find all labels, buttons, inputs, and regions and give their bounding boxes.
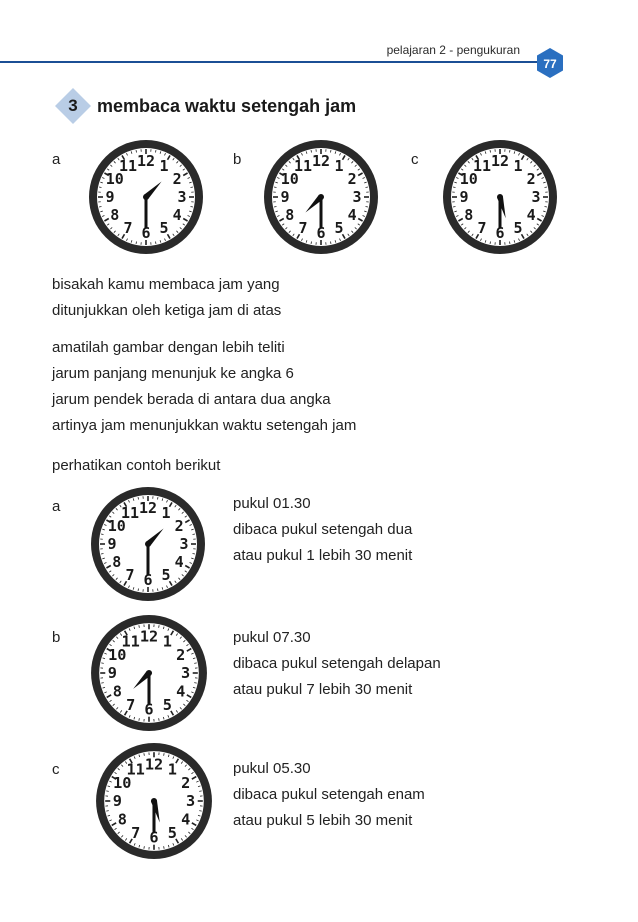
clock-numeral: 12 bbox=[311, 152, 331, 170]
clock-center bbox=[151, 798, 157, 804]
clock-numeral: 7 bbox=[477, 219, 487, 238]
clock-tick bbox=[509, 242, 510, 244]
clock-tick bbox=[101, 663, 103, 664]
clock-numeral: 3 bbox=[531, 188, 541, 206]
clock-tick bbox=[139, 718, 140, 720]
example-label-a: a bbox=[52, 498, 61, 515]
clock-tick bbox=[157, 589, 158, 591]
clock-numeral: 3 bbox=[181, 664, 191, 683]
example-description-b bbox=[233, 625, 441, 703]
clock-center bbox=[143, 194, 149, 200]
clock-numeral: 1 bbox=[161, 503, 171, 522]
clock-numeral: 2 bbox=[526, 170, 536, 188]
clock-numeral: 2 bbox=[172, 170, 182, 188]
clock-numeral: 1 bbox=[334, 156, 344, 175]
clock-numeral: 5 bbox=[513, 219, 523, 238]
clock-tick bbox=[164, 753, 165, 755]
clock-numeral: 2 bbox=[181, 773, 191, 792]
example-reading: dibaca pukul setengah dua bbox=[233, 521, 413, 538]
clock-tick bbox=[545, 187, 547, 188]
clock-tick bbox=[199, 791, 201, 792]
question-line: bisakah kamu membaca jam yang bbox=[52, 276, 280, 293]
clock-tick bbox=[138, 589, 139, 591]
clock-numeral: 3 bbox=[179, 535, 189, 553]
example-reading: dibaca pukul setengah enam bbox=[233, 786, 425, 803]
clock-numeral: 6 bbox=[143, 571, 153, 589]
clock-tick bbox=[490, 242, 491, 244]
clock-tick bbox=[545, 206, 547, 207]
clock-tick bbox=[199, 811, 201, 812]
clock-center bbox=[497, 194, 503, 200]
explanation-line: jarum pendek berada di antara dua angka bbox=[52, 391, 331, 408]
clock-numeral: 5 bbox=[334, 219, 344, 238]
example-reading: dibaca pukul setengah delapan bbox=[233, 655, 441, 672]
clock-numeral: 10 bbox=[108, 645, 127, 664]
clock-numeral: 2 bbox=[174, 517, 184, 535]
clock-numeral: 1 bbox=[167, 760, 177, 779]
clock-numeral: 4 bbox=[172, 206, 182, 224]
exercise-label-b: b bbox=[233, 151, 242, 168]
explanation-paragraph bbox=[52, 335, 356, 439]
clock-numeral: 11 bbox=[118, 156, 138, 175]
clock-numeral: 10 bbox=[280, 170, 299, 188]
clock-numeral: 5 bbox=[167, 823, 177, 842]
clock-numeral: 11 bbox=[126, 760, 145, 779]
clock-numeral: 7 bbox=[131, 823, 141, 842]
exercise-label-c: c bbox=[411, 151, 419, 168]
clock-icon bbox=[88, 484, 208, 604]
question-line: ditunjukkan oleh ketiga jam di atas bbox=[52, 302, 282, 319]
clock-numeral: 3 bbox=[352, 188, 362, 206]
page-number: 77 bbox=[543, 57, 557, 71]
clock-numeral: 12 bbox=[139, 627, 159, 646]
clock-numeral: 1 bbox=[162, 632, 172, 651]
clock-numeral: 5 bbox=[161, 566, 171, 585]
clock-numeral: 2 bbox=[347, 170, 357, 188]
clock-numeral: 8 bbox=[285, 206, 295, 224]
clock-numeral: 9 bbox=[107, 664, 117, 683]
explanation-line: amatilah gambar dengan lebih teliti bbox=[52, 339, 285, 356]
clock-numeral: 2 bbox=[176, 645, 186, 664]
clock-icon bbox=[88, 612, 210, 734]
section-title: membaca waktu setengah jam bbox=[97, 96, 357, 116]
clock-tick bbox=[453, 187, 455, 188]
clock-numeral: 9 bbox=[105, 188, 115, 206]
clock-numeral: 6 bbox=[316, 224, 326, 242]
clock-numeral: 10 bbox=[459, 170, 478, 188]
clock-numeral: 12 bbox=[490, 152, 510, 170]
clock-tick bbox=[330, 150, 331, 152]
example-time: pukul 05.30 bbox=[233, 760, 311, 777]
clock-numeral: 9 bbox=[280, 188, 290, 206]
explanation-line: artinya jam menunjukkan waktu setengah jam bbox=[52, 417, 357, 434]
clock-numeral: 12 bbox=[144, 755, 164, 774]
clock-numeral: 6 bbox=[149, 828, 159, 847]
examples-intro: perhatikan contoh berikut bbox=[52, 457, 221, 474]
clock-tick bbox=[366, 206, 368, 207]
clock-numeral: 7 bbox=[126, 695, 136, 714]
example-alternative: atau pukul 1 lebih 30 menit bbox=[233, 547, 413, 564]
clock-center bbox=[146, 670, 152, 676]
clock-numeral: 12 bbox=[136, 152, 156, 170]
clock-numeral: 3 bbox=[186, 792, 196, 811]
clock-numeral: 4 bbox=[174, 553, 184, 571]
clock-numeral: 4 bbox=[347, 206, 357, 224]
clock-numeral: 10 bbox=[105, 170, 124, 188]
example-alternative: atau pukul 5 lebih 30 menit bbox=[233, 812, 413, 829]
clock-numeral: 7 bbox=[298, 219, 308, 238]
clock-tick bbox=[194, 683, 196, 684]
clock-tick bbox=[106, 811, 108, 812]
clock-tick bbox=[101, 553, 103, 554]
clock-tick bbox=[99, 206, 101, 207]
running-header: pelajaran 2 - pengukuran bbox=[386, 43, 520, 57]
clock-numeral: 8 bbox=[464, 206, 474, 224]
clock-numeral: 1 bbox=[159, 156, 169, 175]
clock-numeral: 6 bbox=[495, 224, 505, 242]
question-paragraph bbox=[52, 272, 281, 324]
clock-numeral: 6 bbox=[141, 224, 151, 242]
clock-center bbox=[318, 194, 324, 200]
clock-numeral: 8 bbox=[112, 682, 122, 701]
clock-numeral: 9 bbox=[459, 188, 469, 206]
clock-tick bbox=[330, 242, 331, 244]
clock-numeral: 9 bbox=[112, 792, 122, 811]
clock-tick bbox=[193, 534, 195, 535]
clock-numeral: 7 bbox=[125, 566, 135, 585]
clock-tick bbox=[106, 791, 108, 792]
clock-tick bbox=[194, 663, 196, 664]
clock-numeral: 5 bbox=[159, 219, 169, 238]
header-rule bbox=[0, 61, 548, 63]
clock-tick bbox=[509, 150, 510, 152]
clock-numeral: 1 bbox=[513, 156, 523, 175]
clock-tick bbox=[159, 718, 160, 720]
example-time: pukul 07.30 bbox=[233, 629, 311, 646]
clock-icon bbox=[93, 740, 215, 862]
clock-tick bbox=[144, 846, 145, 848]
clock-tick bbox=[274, 187, 276, 188]
example-description-c bbox=[233, 756, 425, 834]
example-time: pukul 01.30 bbox=[233, 495, 311, 512]
example-label-c: c bbox=[52, 761, 60, 778]
clock-tick bbox=[193, 553, 195, 554]
clock-tick bbox=[191, 187, 193, 188]
clock-tick bbox=[101, 683, 103, 684]
clock-tick bbox=[155, 242, 156, 244]
clock-tick bbox=[453, 206, 455, 207]
explanation-line: jarum panjang menunjuk ke angka 6 bbox=[52, 365, 294, 382]
clock-numeral: 7 bbox=[123, 219, 133, 238]
clock-numeral: 5 bbox=[162, 695, 172, 714]
clock-numeral: 12 bbox=[138, 499, 158, 517]
clock-numeral: 8 bbox=[112, 553, 122, 571]
clock-numeral: 10 bbox=[113, 773, 132, 792]
clock-tick bbox=[155, 150, 156, 152]
clock-tick bbox=[366, 187, 368, 188]
clock-numeral: 4 bbox=[176, 682, 186, 701]
clock-tick bbox=[274, 206, 276, 207]
section-number: 3 bbox=[68, 96, 78, 115]
clock-tick bbox=[164, 846, 165, 848]
example-label-b: b bbox=[52, 629, 61, 646]
clock-numeral: 8 bbox=[110, 206, 120, 224]
clock-tick bbox=[311, 242, 312, 244]
clock-numeral: 11 bbox=[293, 156, 313, 175]
clock-icon bbox=[86, 137, 206, 257]
clock-numeral: 8 bbox=[117, 810, 127, 829]
clock-tick bbox=[159, 625, 160, 627]
clock-numeral: 10 bbox=[107, 517, 126, 535]
clock-tick bbox=[191, 206, 193, 207]
example-description-a bbox=[233, 491, 412, 569]
clock-numeral: 11 bbox=[121, 632, 140, 651]
clock-tick bbox=[136, 242, 137, 244]
clock-numeral: 11 bbox=[120, 503, 140, 522]
clock-numeral: 11 bbox=[472, 156, 492, 175]
exercise-label-a: a bbox=[52, 151, 61, 168]
clock-numeral: 4 bbox=[526, 206, 536, 224]
clock-tick bbox=[99, 187, 101, 188]
clock-numeral: 4 bbox=[181, 810, 191, 829]
clock-icon bbox=[440, 137, 560, 257]
clock-center bbox=[145, 541, 151, 547]
clock-tick bbox=[101, 534, 103, 535]
clock-tick bbox=[157, 497, 158, 499]
example-alternative: atau pukul 7 lebih 30 menit bbox=[233, 681, 413, 698]
clock-numeral: 3 bbox=[177, 188, 187, 206]
clock-numeral: 9 bbox=[107, 535, 117, 553]
clock-numeral: 6 bbox=[144, 700, 154, 719]
clock-icon bbox=[261, 137, 381, 257]
